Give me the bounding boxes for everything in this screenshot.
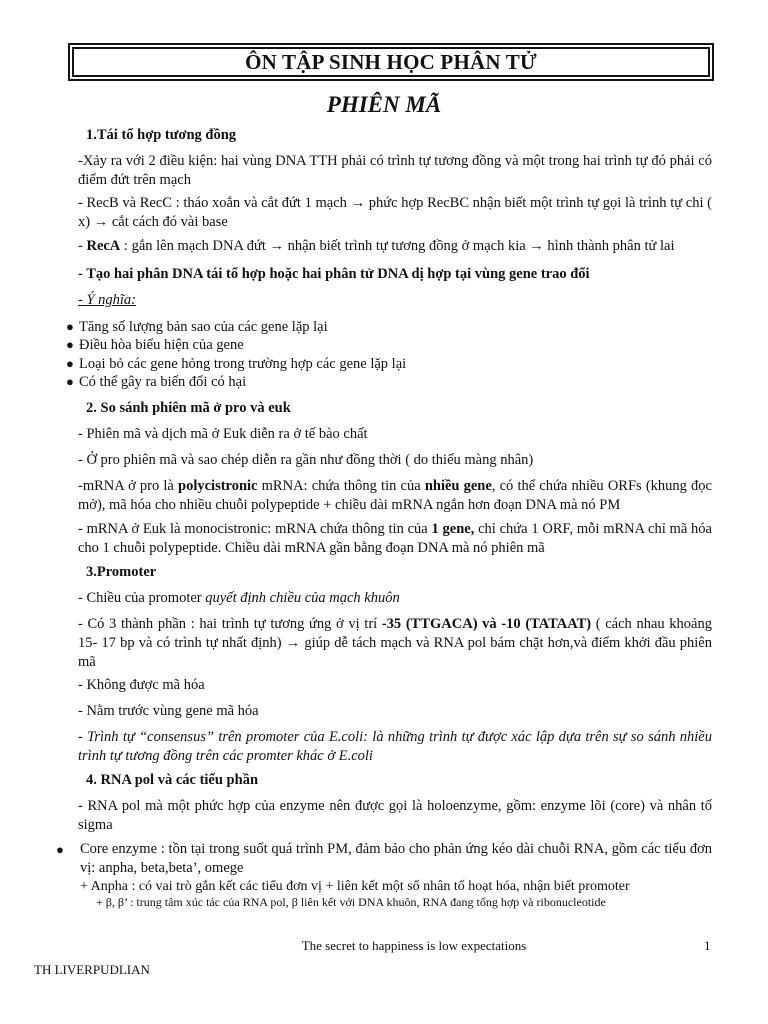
s1-paragraph-1: -Xảy ra với 2 điều kiện: hai vùng DNA TTH phải có trình tự tương đồng và một trong hai trình tự đó phải có điểm đứt trên mạch xyxy=(78,153,712,188)
s2-paragraph-4 xyxy=(78,520,712,558)
bullet-dot-icon: ● xyxy=(66,319,74,334)
beta-subitem: + β, β’ : trung tâm xúc tác của RNA pol, β liên kết với DNA khuôn, RNA đang tổng hợp và ribonucleotide xyxy=(96,895,606,909)
bullet-text: Tăng số lượng bản sao của các gene lặp lại xyxy=(79,319,328,335)
page-number: 1 xyxy=(704,938,711,953)
s3-p2-c: ( cách nhau khoảng 15- 17 bp và có trình tự nhất định) → giúp dễ tách mạch và RNA pol bám chặt hơn,và điểm khởi đầu phiên mã xyxy=(78,616,712,670)
document-subtitle: PHIÊN MÃ xyxy=(326,92,442,117)
s1-p3-prefix: - xyxy=(78,238,87,254)
bullet-dot-icon: ● xyxy=(66,337,74,352)
s2-paragraph-3 xyxy=(78,477,712,515)
s1-paragraph-4: - Tạo hai phân DNA tái tổ hợp hoặc hai phân tử DNA dị hợp tại vùng gene trao đổi xyxy=(78,266,590,282)
polycistronic-term: polycistronic xyxy=(178,478,258,494)
s1-bullet-item xyxy=(66,372,726,392)
s3-paragraph-2 xyxy=(78,615,712,672)
s2-paragraph-1: - Phiên mã và dịch mã ở Euk diễn ra ở tế bào chất xyxy=(78,426,368,442)
s2-p4-a: - mRNA ở Euk là monocistronic: mRNA chứa thông tin của xyxy=(78,521,432,537)
s1-p3-rest: : gắn lên mạch DNA đứt → nhận biết trình tự tương đồng ở mạch kia → hình thành phân tử lai xyxy=(120,238,675,254)
s3-paragraph-1 xyxy=(78,589,712,608)
s1-meaning-label: - Ý nghĩa: xyxy=(78,292,136,308)
section-4-heading: 4. RNA pol và các tiểu phần xyxy=(86,772,259,788)
s1-paragraph-3 xyxy=(78,237,712,256)
core-enzyme-bullet xyxy=(56,840,712,878)
s3-p1-italic: quyết định chiều của mạch khuôn xyxy=(205,590,400,606)
bullet-dot-icon: ● xyxy=(66,356,74,371)
consensus-positions: -35 (TTGACA) và -10 (TATAAT) xyxy=(381,616,592,632)
bullet-text: Loại bỏ các gene hỏng trong trường hợp các gene lặp lại xyxy=(79,356,407,372)
many-genes-term: nhiều gene xyxy=(424,478,492,494)
bullet-dot-icon: ● xyxy=(56,842,64,857)
section-1-heading: 1.Tái tổ hợp tương đồng xyxy=(86,127,237,143)
s3-paragraph-3: - Không được mã hóa xyxy=(78,677,205,693)
one-gene-term: 1 gene, xyxy=(431,521,475,537)
anpha-subitem: + Anpha : có vai trò gắn kết các tiểu đơn vị + liên kết một số nhân tố hoạt hóa, nhận biết promoter xyxy=(80,879,630,894)
bullet-text: Điều hòa biểu hiện của gene xyxy=(79,337,244,353)
s2-p4-c: chỉ chứa 1 ORF, mỗi mRNA chỉ mã hóa cho 1 chuỗi polypeptide. Chiều dài mRNA gần bằng đoạn DNA mà nó phiên mã xyxy=(78,521,712,556)
s1-bullet-item xyxy=(66,317,726,337)
s1-bullet-item xyxy=(66,335,726,355)
core-enzyme-text: Core enzyme : tồn tại trong suốt quá trình PM, đảm bảo cho phản ứng kéo dài chuỗi RNA, gồm các tiểu đơn vị: anpha, beta,beta’, omege xyxy=(80,841,712,876)
bullet-text: Có thể gây ra biến đổi có hại xyxy=(79,374,247,390)
s2-paragraph-2: - Ở pro phiên mã và sao chép diễn ra gần như đồng thời ( do thiếu màng nhân) xyxy=(78,452,534,468)
document-title: ÔN TẬP SINH HỌC PHÂN TỬ xyxy=(72,47,710,77)
section-3-heading: 3.Promoter xyxy=(86,564,157,580)
s3-p2-a: - Có 3 thành phần : hai trình tự tương ứng ở vị trí xyxy=(78,616,382,632)
s4-paragraph-1: - RNA pol mà một phức hợp của enzyme nên được gọi là holoenzyme, gồm: enzyme lõi (core) và nhân tố sigma xyxy=(78,798,712,833)
reca-term: RecA xyxy=(86,238,121,254)
section-2-heading: 2. So sánh phiên mã ở pro và euk xyxy=(86,400,291,416)
s3-paragraph-5: - Trình tự “consensus” trên promoter của E.coli: là những trình tự được xác lập dựa trên sự so sánh nhiều trình tự tương đồng trên các promter khác ở E.coli xyxy=(78,729,712,764)
title-box xyxy=(68,43,714,81)
s3-p1-a: - Chiều của promoter xyxy=(78,590,206,606)
s1-bullet-item xyxy=(66,354,726,374)
footer-quote: The secret to happiness is low expectations xyxy=(301,938,527,953)
s2-p3-a: -mRNA ở pro là xyxy=(78,478,179,494)
s2-p3-c: mRNA: chứa thông tin của xyxy=(257,478,425,494)
footer-author: TH LIVERPUDLIAN xyxy=(34,962,150,977)
s1-paragraph-2: - RecB và RecC : tháo xoắn và cắt đứt 1 mạch → phức hợp RecBC nhận biết một trình tự gọi là trình tự chi ( x) → cắt cách đó vài base xyxy=(78,195,712,230)
s2-p3-e: , có thể chứa nhiều ORFs (khung đọc mở), mã hóa cho nhiều chuỗi polypeptide + chiều dài mRNA ngắn hơn đoạn DNA mà nó PM xyxy=(78,478,712,513)
bullet-dot-icon: ● xyxy=(66,374,74,389)
s3-paragraph-4: - Nằm trước vùng gene mã hóa xyxy=(78,703,259,719)
